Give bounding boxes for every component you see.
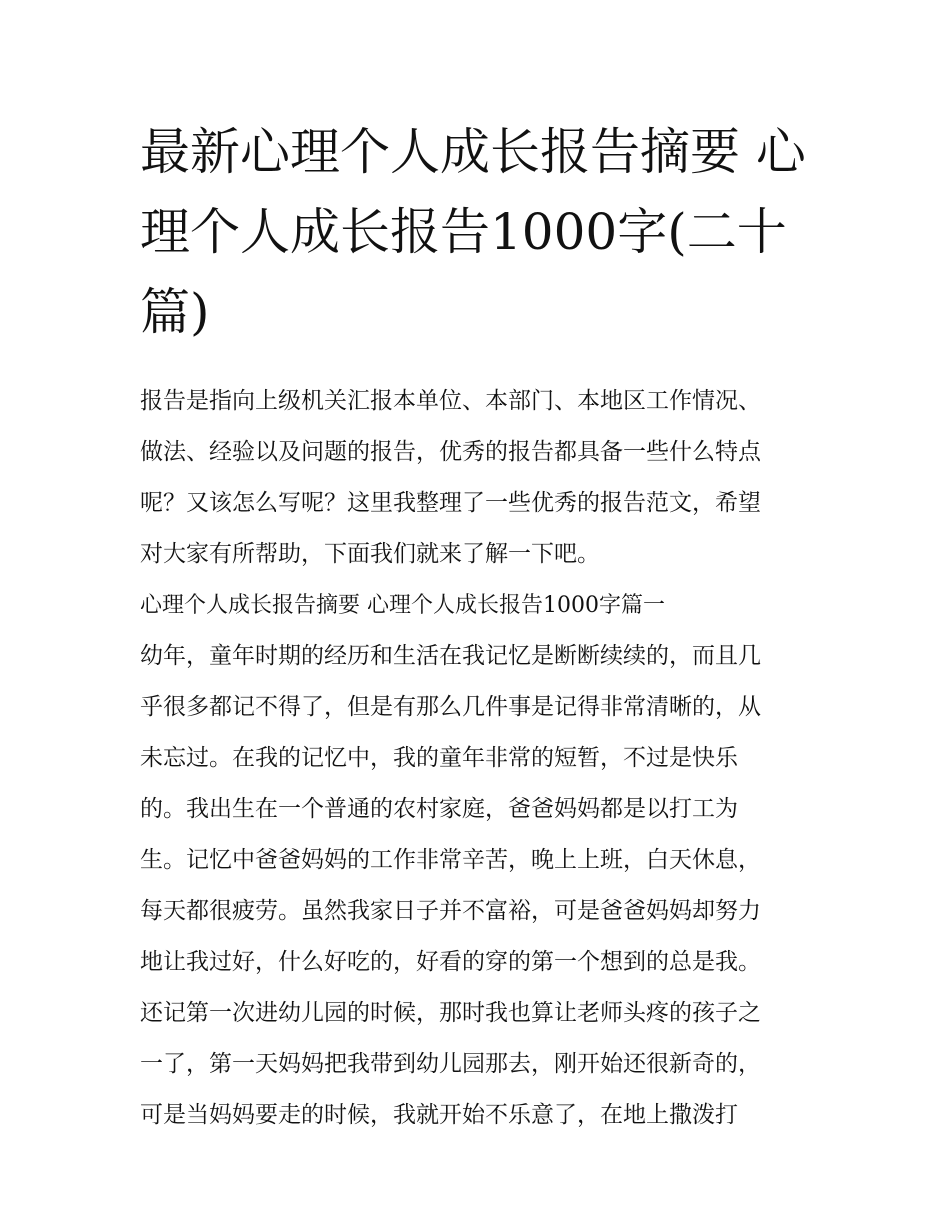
section-line: 乎很多都记不得了，但是有那么几件事是记得非常清晰的，从: [140, 694, 761, 720]
section-line: 生。记忆中爸爸妈妈的工作非常辛苦，晚上上班，白天休息，: [140, 847, 761, 873]
intro-line: 对大家有所帮助，下面我们就来了解一下吧。: [140, 541, 600, 567]
document-page: [140, 112, 812, 1141]
document-title: [140, 112, 812, 352]
intro-paragraph: [140, 376, 812, 580]
title-line: 理个人成长报告1000字(二十: [140, 203, 787, 261]
title-line: 篇): [140, 283, 210, 341]
document-body: [140, 376, 812, 1141]
intro-line: 做法、经验以及问题的报告，优秀的报告都具备一些什么特点: [140, 439, 761, 465]
section-line: 未忘过。在我的记忆中，我的童年非常的短暂，不过是快乐: [140, 745, 738, 771]
section-line: 一了，第一天妈妈把我带到幼儿园那去，刚开始还很新奇的，: [140, 1051, 761, 1077]
section-line: 的。我出生在一个普通的农村家庭，爸爸妈妈都是以打工为: [140, 796, 738, 822]
section-heading-text: 心理个人成长报告摘要 心理个人成长报告1000字篇一: [140, 593, 665, 618]
section-heading: [140, 580, 812, 631]
section-line: 可是当妈妈要走的时候，我就开始不乐意了，在地上撒泼打: [140, 1102, 738, 1128]
intro-line: 报告是指向上级机关汇报本单位、本部门、本地区工作情况、: [140, 388, 761, 414]
section-line: 每天都很疲劳。虽然我家日子并不富裕，可是爸爸妈妈却努力: [140, 898, 761, 924]
section-paragraph: [140, 631, 812, 1141]
section-line: 还记第一次进幼儿园的时候，那时我也算让老师头疼的孩子之: [140, 1000, 761, 1026]
intro-line: 呢？又该怎么写呢？这里我整理了一些优秀的报告范文，希望: [140, 490, 761, 516]
section-line: 幼年，童年时期的经历和生活在我记忆是断断续续的，而且几: [140, 643, 761, 669]
title-line: 最新心理个人成长报告摘要 心: [140, 123, 806, 181]
section-line: 地让我过好，什么好吃的，好看的穿的第一个想到的总是我。: [140, 949, 761, 975]
